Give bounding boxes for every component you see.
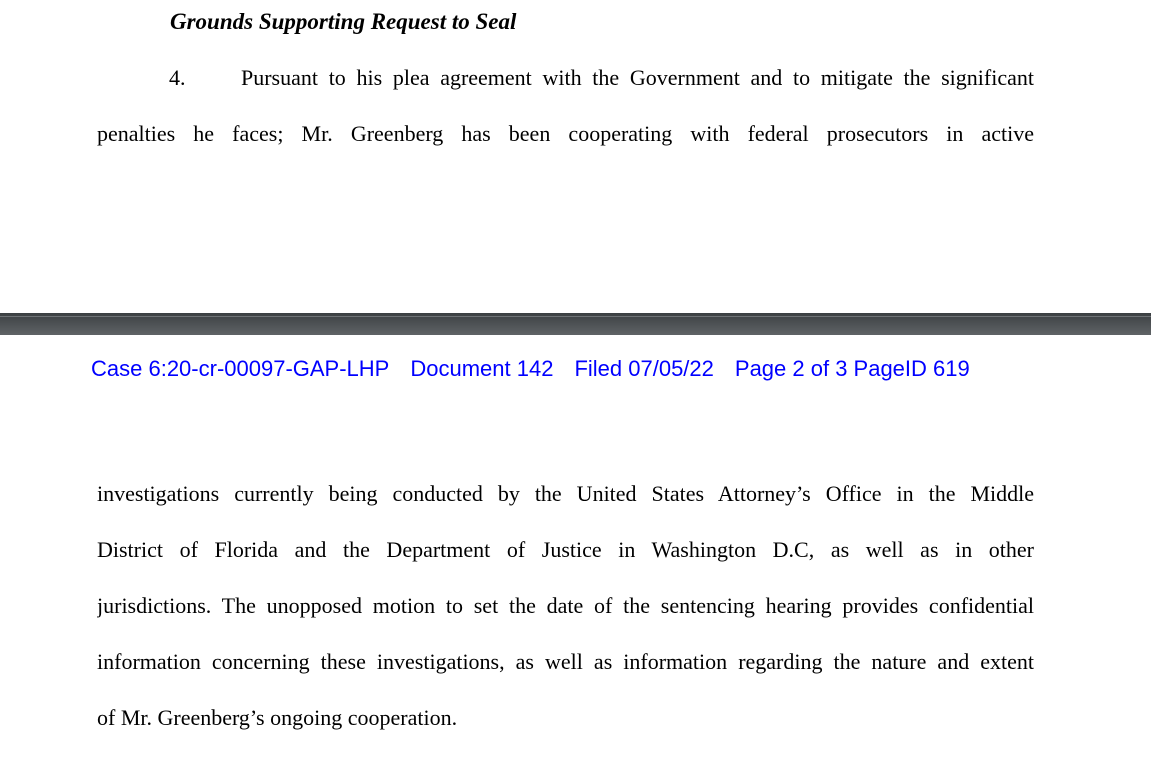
paragraph-line: jurisdictions. The unopposed motion to set the date of the sentencing hearing provides confidential <box>97 593 1034 618</box>
paragraph-line: District of Florida and the Department of Justice in Washington D.C, as well as in other <box>97 537 1034 562</box>
paragraph-line: penalties he faces; Mr. Greenberg has been cooperating with federal prosecutors in active <box>97 121 1034 146</box>
paragraph-number: 4. <box>169 65 186 90</box>
paragraph-4-page-1 <box>97 64 1034 176</box>
paragraph-4-page-2 <box>97 480 1034 760</box>
case-number: Case 6:20-cr-00097-GAP-LHP <box>91 356 390 381</box>
document-number: Document 142 <box>410 356 554 381</box>
case-header <box>91 356 970 382</box>
paragraph-line <box>97 64 1034 120</box>
paragraph-line: information concerning these investigations, as well as information regarding the nature and extent <box>97 649 1034 674</box>
paragraph-line: investigations currently being conducted by the United States Attorney’s Office in the Middle <box>97 481 1034 506</box>
page-break-bar <box>0 313 1151 335</box>
paragraph-line-text: Pursuant to his plea agreement with the Government and to mitigate the significant <box>241 65 1034 90</box>
paragraph-line: of Mr. Greenberg’s ongoing cooperation. <box>97 705 458 730</box>
section-heading: Grounds Supporting Request to Seal <box>170 9 517 34</box>
filed-date: Filed 07/05/22 <box>574 356 714 381</box>
page-id: Page 2 of 3 PageID 619 <box>734 356 970 381</box>
page-break-highlight <box>0 316 1151 317</box>
